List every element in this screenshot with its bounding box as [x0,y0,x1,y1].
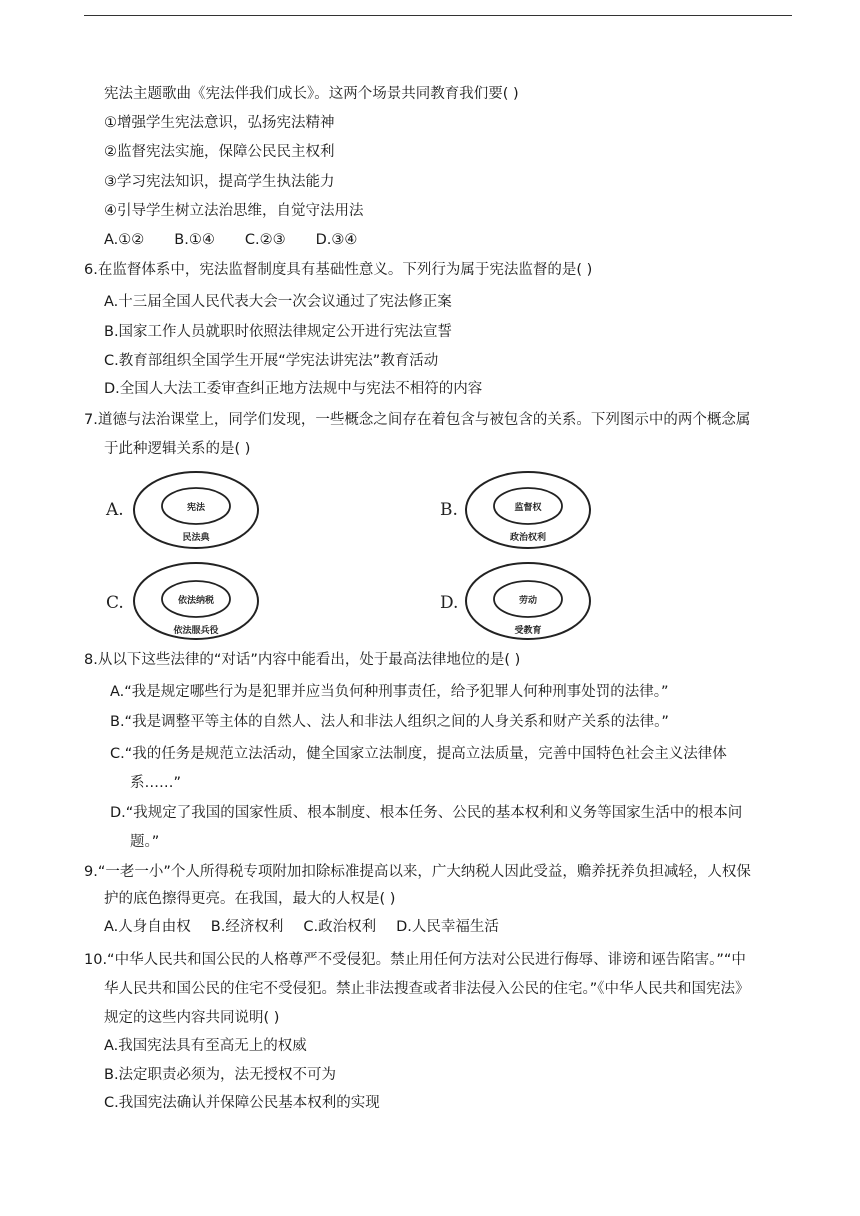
svg-text:宪法: 宪法 [186,503,206,513]
diagram-c[interactable] [106,563,258,639]
q6-option-c[interactable]: C.教育部组织全国学生开展“学宪法讲宪法”教育活动 [104,353,439,369]
q5-item-1: ①增强学生宪法意识，弘扬宪法精神 [104,115,335,131]
q5-item-2: ②监督宪法实施，保障公民民主权利 [104,144,335,160]
svg-text:D.: D. [440,593,459,613]
header-rule [84,15,792,16]
svg-text:民法典: 民法典 [182,533,210,543]
q8-option-c-line1[interactable]: C.“我的任务是规范立法活动，健全国家立法制度，提高立法质量，完善中国特色社会主义法律体 [110,746,727,762]
svg-text:C.: C. [106,593,124,613]
q5-option-a[interactable]: A.①② [104,232,145,248]
q10-stem-line2: 华人民共和国公民的住宅不受侵犯。禁止非法搜查或者非法侵入公民的住宅。”《中华人民共和国宪法》 [104,981,750,997]
svg-text:依法纳税: 依法纳税 [177,596,215,606]
q7-stem-line1: 7.道德与法治课堂上，同学们发现，一些概念之间存在着包含与被包含的关系。下列图示中的两个概念属 [84,412,751,428]
svg-text:政治权利: 政治权利 [509,533,547,543]
q6-option-d[interactable]: D.全国人大法工委审查纠正地方法规中与宪法不相符的内容 [104,381,483,397]
q8-option-d-line2: 题。” [130,834,160,850]
q5-item-3: ③学习宪法知识，提高学生执法能力 [104,174,335,190]
q9-option-b[interactable]: B.经济权利 [210,919,284,935]
q8-option-b[interactable]: B.“我是调整平等主体的自然人、法人和非法人组织之间的人身关系和财产关系的法律。” [110,714,669,730]
svg-text:A.: A. [106,500,124,520]
svg-text:B.: B. [440,500,458,520]
q8-option-c-line2: 系……” [130,775,182,791]
q9-stem-line2: 护的底色擦得更亮。在我国，最大的人权是( ) [104,891,396,907]
q9-option-c[interactable]: C.政治权利 [303,919,377,935]
q9-options [104,917,519,937]
q9-option-d[interactable]: D.人民幸福生活 [396,919,499,935]
q6-stem: 6.在监督体系中，宪法监督制度具有基础性意义。下列行为属于宪法监督的是( ) [84,262,593,278]
q10-option-b[interactable]: B.法定职责必须为，法无授权不可为 [104,1067,337,1083]
q5-item-4: ④引导学生树立法治思维，自觉守法用法 [104,203,364,219]
q8-stem: 8.从以下这些法律的“对话”内容中能看出，处于最高法律地位的是( ) [84,652,521,668]
q5-options [104,230,387,250]
diagram-a[interactable] [105,472,258,548]
q5-stem-tail: 宪法主题歌曲《宪法伴我们成长》。这两个场景共同教育我们要( ) [104,86,519,102]
q10-option-a[interactable]: A.我国宪法具有至高无上的权威 [104,1038,307,1054]
q10-option-c[interactable]: C.我国宪法确认并保障公民基本权利的实现 [104,1095,380,1111]
q9-option-a[interactable]: A.人身自由权 [104,919,191,935]
diagram-b[interactable] [440,472,590,548]
q5-option-b[interactable]: B.①④ [174,232,215,248]
q10-stem-line1: 10.“中华人民共和国公民的人格尊严不受侵犯。禁止用任何方法对公民进行侮辱、诽谤和诬告陷害。”“中 [84,952,746,968]
q10-stem-line3: 规定的这些内容共同说明( ) [104,1010,280,1026]
q8-option-d-line1[interactable]: D.“我规定了我国的国家性质、根本制度、根本任务、公民的基本权利和义务等国家生活中的根本问 [110,805,743,821]
svg-text:监督权: 监督权 [514,503,542,513]
diagram-d[interactable] [440,563,590,639]
svg-text:受教育: 受教育 [514,626,542,636]
q7-diagrams [100,462,600,644]
q5-option-c[interactable]: C.②③ [244,232,286,248]
q6-option-a[interactable]: A.十三届全国人民代表大会一次会议通过了宪法修正案 [104,294,452,310]
q6-option-b[interactable]: B.国家工作人员就职时依照法律规定公开进行宪法宣誓 [104,324,453,340]
q8-option-a[interactable]: A.“我是规定哪些行为是犯罪并应当负何种刑事责任，给予犯罪人何种刑事处罚的法律。” [110,684,669,700]
q7-stem-line2: 于此种逻辑关系的是( ) [104,441,251,457]
svg-text:依法服兵役: 依法服兵役 [173,626,219,636]
q9-stem-line1: 9.“一老一小”个人所得税专项附加扣除标准提高以来，广大纳税人因此受益，赡养抚养负担减轻，人权保 [84,864,751,880]
svg-text:劳动: 劳动 [518,596,538,606]
q5-option-d[interactable]: D.③④ [315,232,358,248]
